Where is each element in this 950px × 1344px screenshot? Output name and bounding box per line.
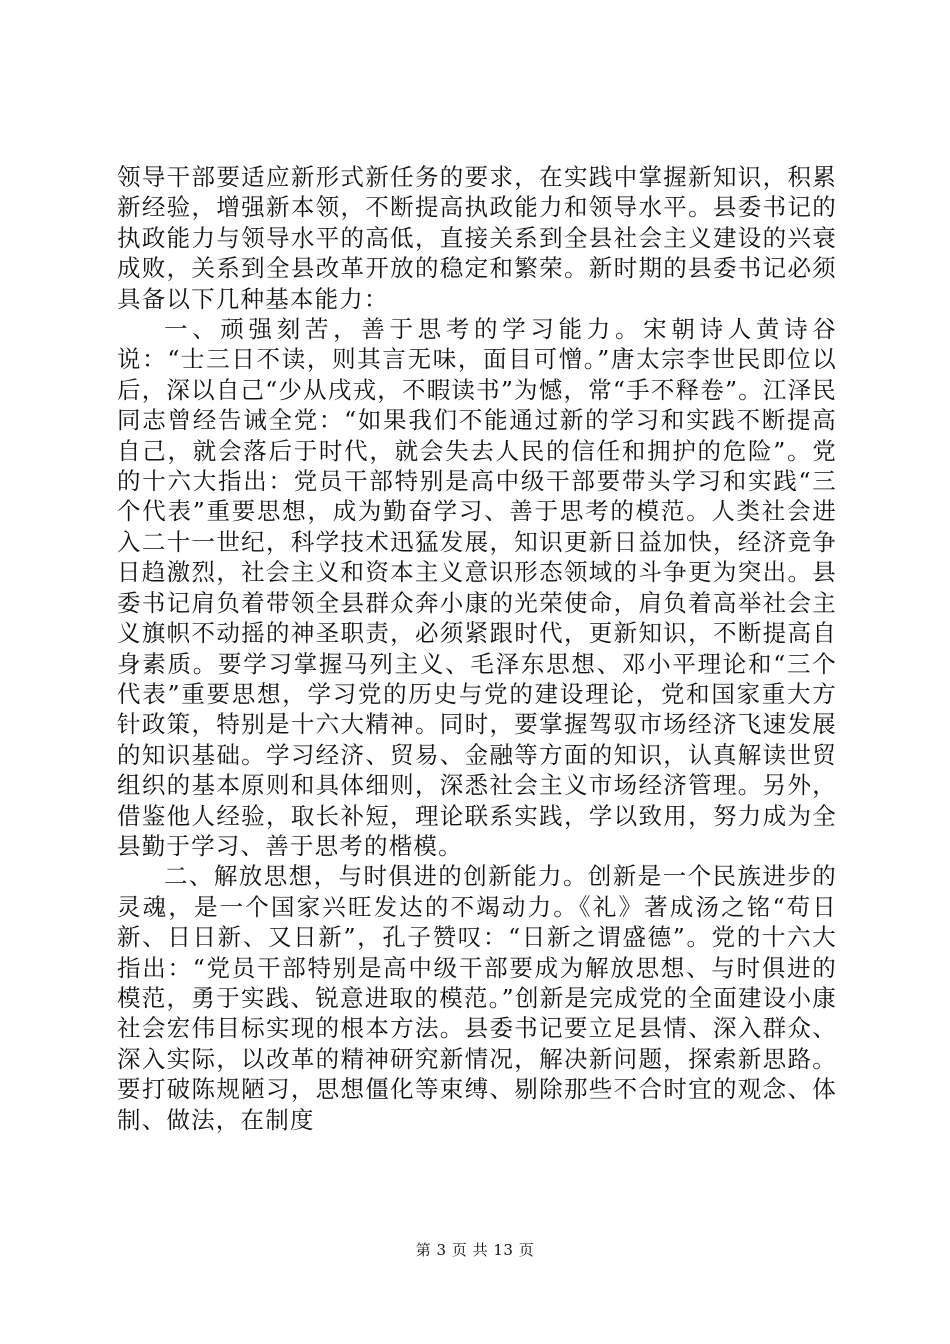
paragraph-intro: 领导干部要适应新形式新任务的要求，在实践中掌握新知识，积累新经验，增强新本领，不断提高执政能力和领导水平。县委书记的执政能力与领导水平的高低，直接关系到全县社会主义建设的兴衰成败，关系到全县改革开放的稳定和繁荣。新时期的县委书记必须具备以下几种基本能力： bbox=[117, 163, 837, 313]
paragraph-innovation-ability: 二、解放思想，与时俱进的创新能力。创新是一个民族进步的灵魂，是一个国家兴旺发达的不竭动力。《礼》著成汤之铭“苟日新、日日新、又日新”，孔子赞叹：“日新之谓盛德”。党的十六大指出：“党员干部特别是高中级干部要成为解放思想、与时俱进的模范，勇于实践、锐意进取的模范。”创新是完成党的全面建设小康社会宏伟目标实现的根本方法。县委书记要立足县情、深入群众、深入实际，以改革的精神研究新情况，解决新问题，探索新思路。要打破陈规陋习，思想僵化等束缚、剔除那些不合时宜的观念、体制、做法，在制度 bbox=[117, 862, 837, 1134]
document-body bbox=[117, 162, 837, 1135]
page-number-footer: 第 3 页 共 13 页 bbox=[415, 1241, 535, 1259]
paragraph-learning-ability: 一、顽强刻苦，善于思考的学习能力。宋朝诗人黄诗谷说：“士三日不读，则其言无味，面目可憎。”唐太宗李世民即位以后，深以自己“少从戌戎，不暇读书”为憾，常“手不释卷”。江泽民同志曾经告诫全党：“如果我们不能通过新的学习和实践不断提高自己，就会落后于时代，就会失去人民的信任和拥护的危险”。党的十六大指出：党员干部特别是高中级干部要带头学习和实践“三个代表”重要思想，成为勤奋学习、善于思考的模范。人类社会进入二十一世纪，科学技术迅猛发展，知识更新日益加快，经济竞争日趋激烈，社会主义和资本主义意识形态领域的斗争更为突出。县委书记肩负着带领全县群众奔小康的光荣使命，肩负着高举社会主义旗帜不动摇的神圣职责，必须紧跟时代，更新知识，不断提高自身素质。要学习掌握马列主义、毛泽东思想、邓小平理论和“三个代表”重要思想，学习党的历史与党的建设理论，党和国家重大方针政策，特别是十六大精神。同时，要掌握驾驭市场经济飞速发展的知识基础。学习经济、贸易、金融等方面的知识，认真解读世贸组织的基本原则和具体细则，深悉社会主义市场经济管理。另外，借鉴他人经验，取长补短，理论联系实践，学以致用，努力成为全县勤于学习、善于思考的楷模。 bbox=[117, 315, 837, 860]
